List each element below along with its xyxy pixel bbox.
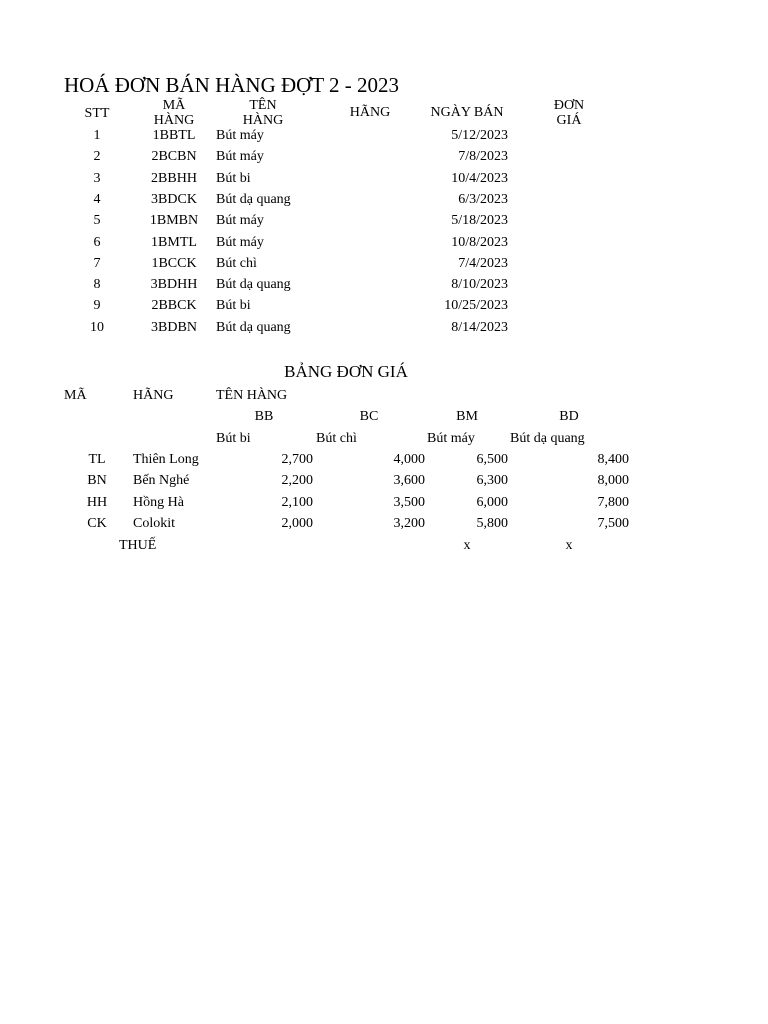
price-header-ma: MÃ [64, 388, 87, 403]
price-ma-cell: HH [86, 494, 108, 510]
invoice-ten-hang-cell: Bút chì [216, 255, 257, 271]
header-ten-hang: TÊN HÀNG [242, 98, 284, 128]
price-hang-cell: Colokit [133, 515, 176, 531]
header-don-gia: ĐƠN GIÁ [553, 98, 585, 128]
price-cell: 6,000 [476, 494, 508, 510]
price-name-header: Bút dạ quang [510, 431, 585, 446]
invoice-ten-hang-cell: Bút dạ quang [216, 319, 291, 335]
price-ma-cell: CK [87, 515, 107, 531]
price-cell: 2,700 [281, 452, 313, 467]
price-name-header: Bút máy [427, 431, 475, 446]
invoice-stt-cell: 3 [93, 170, 101, 186]
header-stt: STT [84, 106, 110, 121]
price-ma-cell: TL [88, 452, 106, 467]
header-ngay-ban: NGÀY BÁN [430, 105, 504, 120]
price-code-header: BB [254, 409, 274, 424]
header-hang: HÃNG [349, 105, 391, 120]
price-ma-cell: BN [87, 473, 107, 489]
price-cell: 3,200 [393, 515, 425, 531]
price-cell: 3,500 [393, 494, 425, 510]
invoice-ten-hang-cell: Bút máy [216, 128, 264, 143]
invoice-stt-cell: 4 [93, 191, 101, 207]
page-title: HOÁ ĐƠN BÁN HÀNG ĐỢT 2 - 2023 [64, 73, 400, 97]
invoice-ma-hang-cell: 2BBCK [151, 298, 197, 314]
invoice-stt-cell: 2 [93, 149, 101, 165]
price-name-header: Bút bi [216, 431, 251, 446]
invoice-ngay-ban-cell: 7/4/2023 [458, 255, 508, 271]
invoice-ma-hang-cell: 2BBHH [151, 170, 197, 186]
invoice-ma-hang-cell: 1BBTL [152, 128, 196, 143]
invoice-ngay-ban-cell: 7/8/2023 [458, 149, 508, 165]
price-cell: 8,000 [597, 473, 629, 489]
price-header-hang: HÃNG [133, 388, 174, 403]
invoice-ten-hang-cell: Bút máy [216, 149, 264, 165]
invoice-ten-hang-cell: Bút bi [216, 298, 251, 314]
price-hang-cell: Thiên Long [133, 452, 199, 467]
invoice-stt-cell: 1 [93, 128, 101, 143]
invoice-ma-hang-cell: 1BCCK [151, 255, 197, 271]
header-ma-hang: MÃ HÀNG [153, 98, 195, 128]
invoice-ngay-ban-cell: 5/12/2023 [451, 128, 508, 143]
invoice-ngay-ban-cell: 10/25/2023 [444, 298, 508, 314]
invoice-ma-hang-cell: 1BMTL [151, 234, 197, 250]
price-cell: 8,400 [597, 452, 629, 467]
invoice-ten-hang-cell: Bút máy [216, 234, 264, 250]
invoice-ma-hang-cell: 2BCBN [151, 149, 197, 165]
price-name-header: Bút chì [316, 431, 357, 446]
invoice-ngay-ban-cell: 6/3/2023 [458, 191, 508, 207]
invoice-stt-cell: 8 [93, 277, 101, 293]
price-hang-cell: Hồng Hà [133, 494, 184, 510]
invoice-ma-hang-cell: 1BMBN [149, 213, 199, 229]
price-cell: 7,800 [597, 494, 629, 510]
invoice-ngay-ban-cell: 10/4/2023 [451, 170, 508, 186]
invoice-stt-cell: 7 [93, 255, 101, 271]
invoice-ma-hang-cell: 3BDCK [151, 191, 197, 207]
price-table-title: BẢNG ĐƠN GIÁ [284, 362, 408, 381]
price-cell: 7,500 [597, 515, 629, 531]
price-cell: 5,800 [476, 515, 508, 531]
invoice-ma-hang-cell: 3BDBN [151, 319, 197, 335]
invoice-stt-cell: 9 [93, 298, 101, 314]
price-cell: 2,000 [281, 515, 313, 531]
invoice-stt-cell: 6 [93, 234, 101, 250]
invoice-ngay-ban-cell: 5/18/2023 [451, 213, 508, 229]
tax-mark: x [565, 538, 573, 553]
tax-mark: x [463, 538, 471, 553]
price-code-header: BM [456, 409, 478, 424]
tax-label: THUẾ [119, 538, 157, 553]
invoice-stt-cell: 10 [90, 319, 104, 335]
price-cell: 3,600 [393, 473, 425, 489]
price-cell: 6,300 [476, 473, 508, 489]
invoice-ten-hang-cell: Bút bi [216, 170, 251, 186]
invoice-ngay-ban-cell: 8/14/2023 [451, 319, 508, 335]
price-hang-cell: Bến Nghé [133, 473, 190, 489]
price-cell: 6,500 [476, 452, 508, 467]
invoice-ma-hang-cell: 3BDHH [150, 277, 198, 293]
price-code-header: BD [559, 409, 579, 424]
price-cell: 4,000 [393, 452, 425, 467]
invoice-ten-hang-cell: Bút dạ quang [216, 191, 291, 207]
price-cell: 2,200 [281, 473, 313, 489]
invoice-ngay-ban-cell: 8/10/2023 [451, 277, 508, 293]
invoice-ten-hang-cell: Bút dạ quang [216, 277, 291, 293]
invoice-stt-cell: 5 [93, 213, 101, 229]
invoice-ten-hang-cell: Bút máy [216, 213, 264, 229]
price-header-ten-hang: TÊN HÀNG [216, 388, 288, 403]
price-code-header: BC [359, 409, 379, 424]
price-cell: 2,100 [281, 494, 313, 510]
invoice-ngay-ban-cell: 10/8/2023 [451, 234, 508, 250]
